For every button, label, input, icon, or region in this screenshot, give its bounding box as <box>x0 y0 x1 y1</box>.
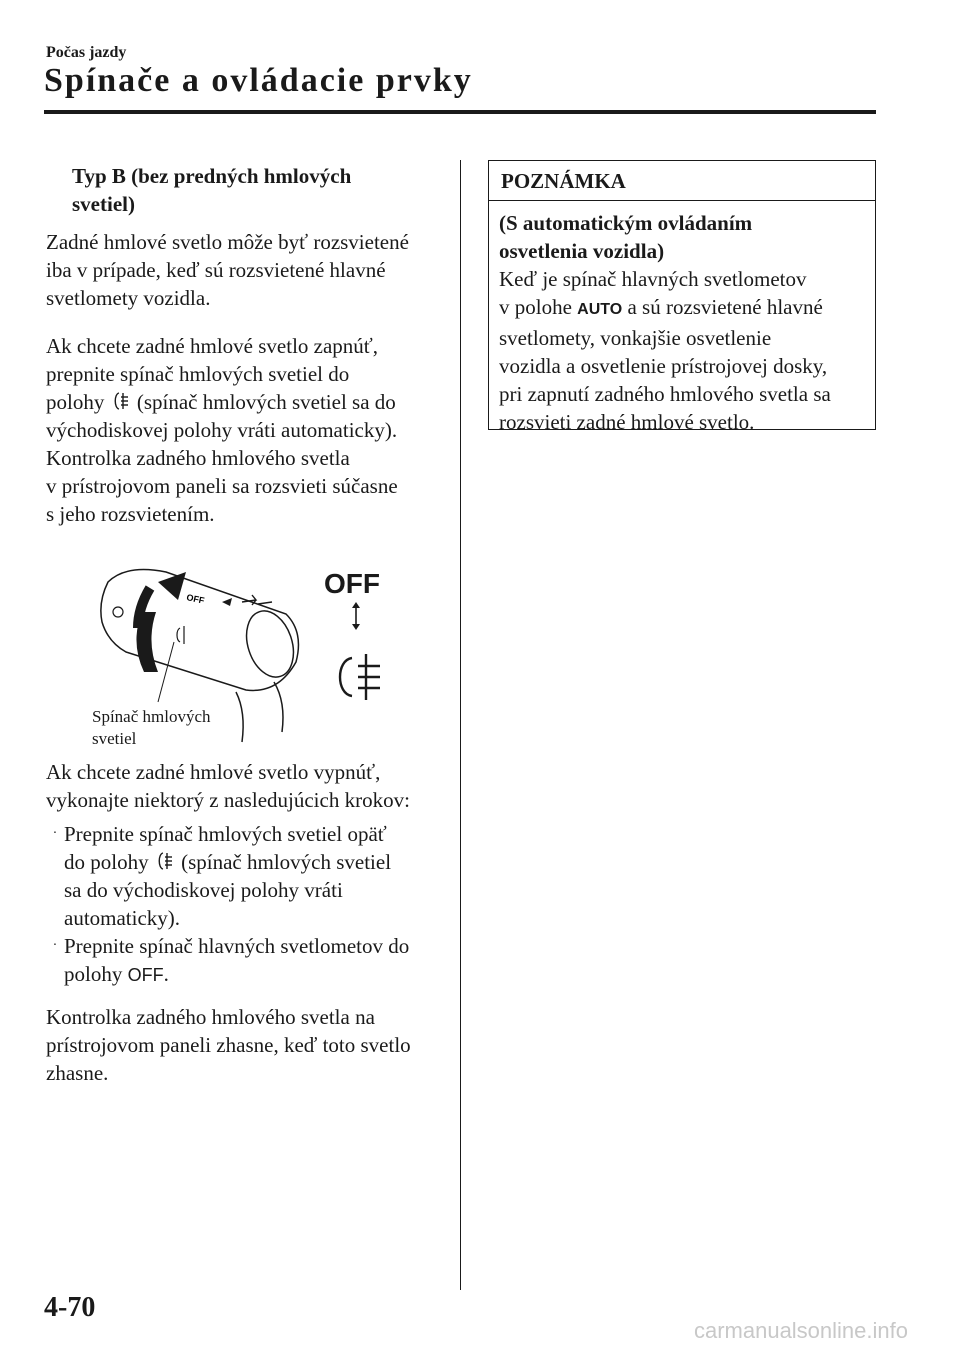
text-line: Kontrolka zadného hmlového svetla <box>46 446 350 470</box>
text-line: s jeho rozsvietením. <box>46 502 215 526</box>
watermark: carmanualsonline.info <box>693 1318 908 1343</box>
text-line: svetlomety vozidla. <box>46 286 211 310</box>
paragraph-intro <box>46 228 446 312</box>
rear-fog-lamp-icon <box>340 654 380 700</box>
paragraph-turn-off <box>46 758 446 814</box>
text-line: vozidla a osvetlenie prístrojovej dosky, <box>499 354 828 378</box>
figure-caption <box>92 706 211 750</box>
text-line <box>46 388 446 416</box>
text-line: automaticky). <box>64 906 181 930</box>
bullet-dot: · <box>52 938 58 953</box>
text-fragment: (spínač hmlových svetiel <box>181 850 392 874</box>
text-fragment: v polohe <box>499 295 572 319</box>
text-line: sa do východiskovej polohy vráti <box>64 878 343 902</box>
text-fragment: polohy <box>64 962 123 986</box>
title-rule <box>44 110 876 114</box>
off-position-label: OFF <box>324 568 380 599</box>
text-line: zhasne. <box>46 1061 109 1085</box>
text-fragment: . <box>163 962 169 986</box>
caption-line: svetiel <box>92 729 137 748</box>
text-line: rozsvieti zadné hmlové svetlo. <box>499 410 755 434</box>
column-divider <box>460 160 461 1290</box>
note-body <box>489 201 875 436</box>
text-line: Prepnite spínač hmlových svetiel opäť <box>64 822 387 846</box>
text-line: vykonajte niektorý z nasledujúcich krokov: <box>46 788 410 812</box>
note-box <box>488 160 876 434</box>
text-line: východiskovej polohy vráti automaticky). <box>46 418 398 442</box>
subheading <box>46 162 446 218</box>
text-fragment: do polohy <box>64 850 149 874</box>
fog-switch-figure <box>46 542 446 752</box>
list-item <box>46 820 446 932</box>
page-number: 4-70 <box>44 1292 96 1323</box>
text-line: Prepnite spínač hlavných svetlometov do <box>64 934 410 958</box>
note-heading: osvetlenia vozidla) <box>499 239 665 263</box>
bullet-dot: · <box>52 826 58 841</box>
text-line: Kontrolka zadného hmlového svetla na <box>46 1005 375 1029</box>
rear-fog-lamp-icon <box>154 850 176 872</box>
left-column <box>46 162 446 1087</box>
list-item <box>46 932 446 989</box>
text-line: iba v prípade, keď sú rozsvietené hlavné <box>46 258 386 282</box>
subheading-line: Typ B (bez predných hmlových <box>72 164 352 188</box>
note-heading: (S automatickým ovládaním <box>499 211 753 235</box>
paragraph-turn-on <box>46 332 446 528</box>
paragraph-indicator <box>46 1003 446 1087</box>
text-line: Ak chcete zadné hmlové svetlo vypnúť, <box>46 760 381 784</box>
bullet-list <box>46 820 446 989</box>
text-line: Keď je spínač hlavných svetlometov <box>499 267 807 291</box>
svg-text:OFF: OFF <box>185 592 206 606</box>
caption-line: Spínač hmlových <box>92 707 211 726</box>
text-fragment: a sú rozsvietené hlavné <box>627 295 823 319</box>
text-line: Ak chcete zadné hmlové svetlo zapnúť, <box>46 334 379 358</box>
note-title: POZNÁMKA <box>489 161 875 201</box>
auto-symbol: AUTO <box>577 301 623 318</box>
text-fragment: polohy <box>46 390 105 414</box>
text-line <box>499 293 875 324</box>
text-line: pri zapnutí zadného hmlového svetla sa <box>499 382 831 406</box>
list-item-text <box>64 820 391 932</box>
text-line: Zadné hmlové svetlo môže byť rozsvietené <box>46 230 409 254</box>
text-line: v prístrojovom paneli sa rozsvieti súčasne <box>46 474 398 498</box>
text-line: prepnite spínač hmlových svetiel do <box>46 362 350 386</box>
text-line <box>64 848 391 876</box>
section-label: Počas jazdy <box>46 44 127 61</box>
page-title: Spínače a ovládacie prvky <box>44 62 473 99</box>
off-symbol: OFF <box>127 965 164 985</box>
rear-fog-lamp-icon <box>110 390 132 412</box>
list-item-text <box>64 932 409 989</box>
text-line <box>64 960 409 989</box>
text-fragment: (spínač hmlových svetiel sa do <box>136 390 396 414</box>
text-line: svetlomety, vonkajšie osvetlenie <box>499 326 772 350</box>
text-line: prístrojovom paneli zhasne, keď toto svetlo <box>46 1033 411 1057</box>
subheading-line: svetiel) <box>72 192 135 216</box>
